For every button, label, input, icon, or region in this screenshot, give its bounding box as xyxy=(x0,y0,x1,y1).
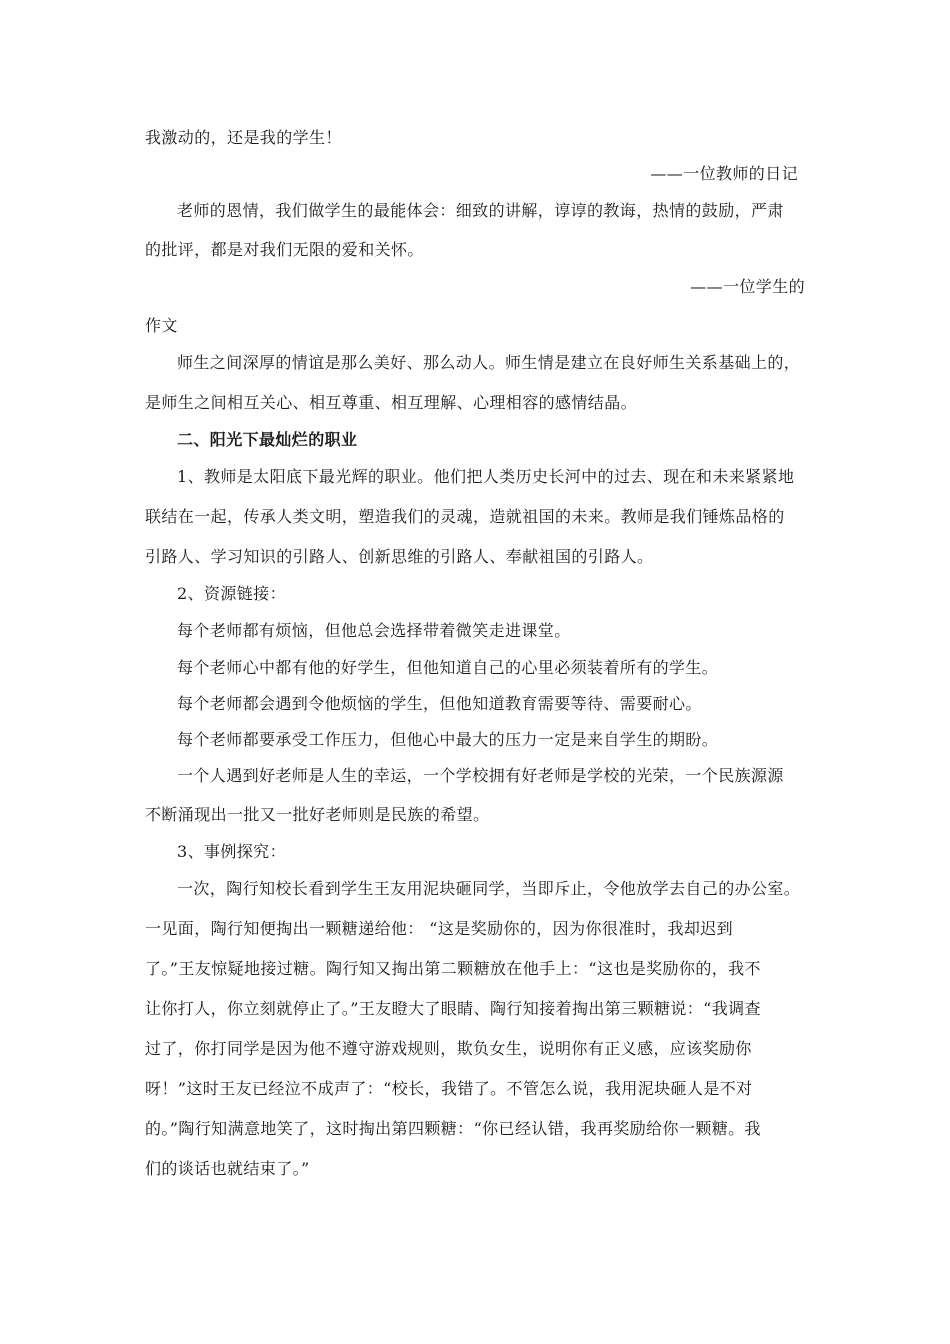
text-line: 了。”王友惊疑地接过糖。陶行知又掏出第二颗糖放在他手上：“这也是奖励你的，我不 xyxy=(145,959,761,978)
list-item: 每个老师都有烦恼，但他总会选择带着微笑走进课堂。 xyxy=(177,621,571,640)
subheading: 2、资源链接： xyxy=(177,584,286,603)
text-line: 一见面，陶行知便掏出一颗糖递给他： “这是奖励你的，因为你很准时，我却迟到 xyxy=(145,919,734,938)
paragraph-line: 1、教师是太阳底下最光辉的职业。他们把人类历史长河中的过去、现在和未来紧紧地 xyxy=(177,467,795,486)
list-item: 每个老师心中都有他的好学生，但他知道自己的心里必须装着所有的学生。 xyxy=(177,658,719,677)
text-line: 联结在一起，传承人类文明，塑造我们的灵魂，造就祖国的未来。教师是我们锤炼品格的 xyxy=(145,507,785,526)
text-line: 不断涌现出一批又一批好老师则是民族的希望。 xyxy=(145,805,490,824)
text-line: 呀！”这时王友已经泣不成声了：“校长，我错了。不管怎么说，我用泥块砸人是不对 xyxy=(145,1079,753,1098)
paragraph-line: 老师的恩情，我们做学生的最能体会：细致的讲解，谆谆的教诲，热情的鼓励，严肃 xyxy=(177,201,784,220)
text-line: 的。”陶行知满意地笑了，这时掏出第四颗糖：“你已经认错，我再奖励给你一颗糖。我 xyxy=(145,1119,761,1138)
text-line: 们的谈话也就结束了。” xyxy=(145,1159,310,1178)
text-line: 我激动的，还是我的学生！ xyxy=(145,128,342,147)
subheading: 3、事例探究： xyxy=(177,842,286,861)
text-line: 让你打人，你立刻就停止了。”王友瞪大了眼睛、陶行知接着掏出第三颗糖说：“我调查 xyxy=(145,999,761,1018)
text-line: 引路人、学习知识的引路人、创新思维的引路人、奉献祖国的引路人。 xyxy=(145,547,654,566)
text-line: 作文 xyxy=(145,316,178,335)
paragraph-line: 一次，陶行知校长看到学生王友用泥块砸同学，当即斥止，令他放学去自己的办公室。 xyxy=(177,879,801,898)
attribution-teacher-diary: ——一位教师的日记 xyxy=(650,164,798,183)
section-heading: 二、阳光下最灿烂的职业 xyxy=(177,430,358,449)
text-line: 过了，你打同学是因为他不遵守游戏规则，欺负女生，说明你有正义感，应该奖励你 xyxy=(145,1039,752,1058)
paragraph-line: 师生之间深厚的情谊是那么美好、那么动人。师生情是建立在良好师生关系基础上的， xyxy=(177,353,801,372)
list-item: 每个老师都会遇到令他烦恼的学生，但他知道教育需要等待、需要耐心。 xyxy=(177,694,702,713)
text-line: 是师生之间相互关心、相互尊重、相互理解、心理相容的感情结晶。 xyxy=(145,393,638,412)
paragraph-line: 一个人遇到好老师是人生的幸运，一个学校拥有好老师是学校的光荣，一个民族源源 xyxy=(177,766,784,785)
attribution-student-essay: ——一位学生的 xyxy=(690,277,805,296)
list-item: 每个老师都要承受工作压力，但他心中最大的压力一定是来自学生的期盼。 xyxy=(177,730,719,749)
text-line: 的批评，都是对我们无限的爱和关怀。 xyxy=(145,240,424,259)
